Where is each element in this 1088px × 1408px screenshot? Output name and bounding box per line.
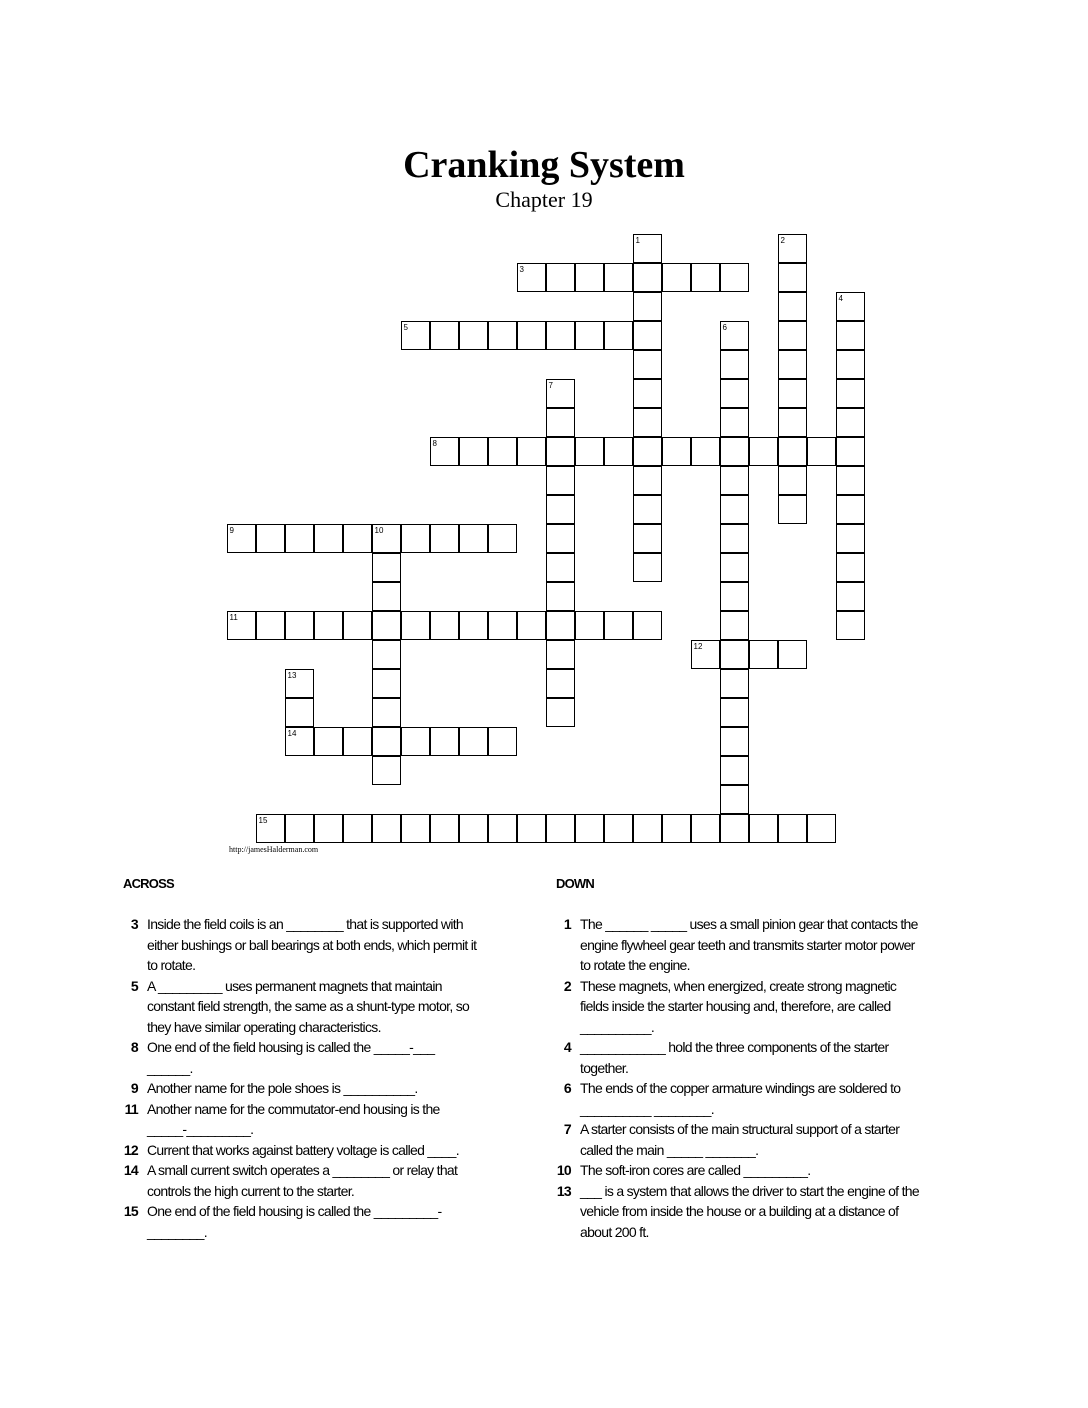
- crossword-cell[interactable]: [256, 814, 285, 843]
- crossword-cell[interactable]: [836, 292, 865, 321]
- crossword-cell[interactable]: [546, 553, 575, 582]
- clue-text: ___ is a system that allows the driver to start the engine of the vehicle from inside the house or a building at a distance of about 200 ft.: [580, 1182, 919, 1240]
- crossword-cell[interactable]: [517, 437, 546, 466]
- crossword-cell[interactable]: [372, 756, 401, 785]
- crossword-cell[interactable]: [430, 437, 459, 466]
- crossword-cell[interactable]: [343, 524, 372, 553]
- crossword-cell[interactable]: [720, 495, 749, 524]
- crossword-cell[interactable]: [488, 321, 517, 350]
- clue-number: 5: [130, 977, 138, 994]
- crossword-cell[interactable]: [836, 321, 865, 350]
- crossword-cell[interactable]: [430, 321, 459, 350]
- crossword-cell[interactable]: [691, 263, 720, 292]
- across-clue: [112, 914, 482, 976]
- clue-text: Another name for the commutator-end housing is the _____-_________.: [147, 1100, 440, 1137]
- crossword-cell[interactable]: [256, 611, 285, 640]
- crossword-cell[interactable]: [459, 524, 488, 553]
- clue-number: 10: [556, 1162, 571, 1178]
- across-clue: [112, 976, 482, 1038]
- cell-number: 14: [287, 728, 297, 738]
- crossword-cell[interactable]: [285, 524, 314, 553]
- clue-number: 11: [124, 1100, 138, 1117]
- crossword-cell[interactable]: [227, 524, 256, 553]
- crossword-cell[interactable]: [343, 611, 372, 640]
- down-clue: [545, 1160, 920, 1181]
- crossword-cell[interactable]: [633, 553, 662, 582]
- crossword-cell[interactable]: [778, 408, 807, 437]
- clue-number: 9: [130, 1080, 138, 1096]
- crossword-cell[interactable]: [285, 669, 314, 698]
- clue-text: One end of the field housing is called the _____-___ ______.: [147, 1039, 435, 1076]
- crossword-cell[interactable]: [633, 524, 662, 553]
- clue-text: A _________ uses permanent magnets that maintain constant field strength, the same as a shunt-type motor, so they have similar operating characteristics.: [147, 977, 470, 1035]
- crossword-cell[interactable]: [633, 495, 662, 524]
- crossword-cell[interactable]: [778, 350, 807, 379]
- crossword-cell[interactable]: [401, 321, 430, 350]
- down-clue: [545, 1078, 920, 1119]
- crossword-cell[interactable]: [401, 611, 430, 640]
- crossword-cell[interactable]: [285, 611, 314, 640]
- crossword-cell[interactable]: [546, 495, 575, 524]
- crossword-cell[interactable]: [836, 495, 865, 524]
- crossword-cell[interactable]: [517, 814, 546, 843]
- crossword-cell[interactable]: [778, 814, 807, 843]
- cell-number: 5: [403, 322, 408, 332]
- crossword-cell[interactable]: [372, 669, 401, 698]
- crossword-cell[interactable]: [604, 437, 633, 466]
- across-heading: ACROSS: [123, 876, 174, 891]
- crossword-cell[interactable]: [546, 698, 575, 727]
- crossword-cell[interactable]: [633, 321, 662, 350]
- crossword-cell[interactable]: [372, 582, 401, 611]
- crossword-cell[interactable]: [459, 727, 488, 756]
- crossword-cell[interactable]: [778, 437, 807, 466]
- crossword-cell[interactable]: [778, 234, 807, 263]
- clue-text: Inside the field coils is an ________ that is supported with either bushings or ball bearings at both ends, which permit it to rotate.: [147, 916, 477, 973]
- clue-number: 3: [130, 916, 138, 932]
- crossword-cell[interactable]: [546, 814, 575, 843]
- crossword-cell[interactable]: [430, 727, 459, 756]
- crossword-cell[interactable]: [372, 727, 401, 756]
- cell-number: 2: [780, 235, 785, 245]
- crossword-cell[interactable]: [546, 321, 575, 350]
- crossword-cell[interactable]: [720, 466, 749, 495]
- crossword-cell[interactable]: [720, 263, 749, 292]
- crossword-cell[interactable]: [720, 408, 749, 437]
- crossword-cell[interactable]: [488, 437, 517, 466]
- crossword-cell[interactable]: [604, 321, 633, 350]
- crossword-cell[interactable]: [546, 582, 575, 611]
- crossword-cell[interactable]: [343, 814, 372, 843]
- crossword-cell[interactable]: [836, 379, 865, 408]
- crossword-cell[interactable]: [749, 437, 778, 466]
- crossword-cell[interactable]: [720, 640, 749, 669]
- cell-number: 8: [432, 438, 437, 448]
- clue-number: 2: [563, 977, 571, 994]
- across-clue: [112, 1160, 482, 1201]
- clue-text: One end of the field housing is called the _________-________.: [147, 1203, 442, 1240]
- cell-number: 13: [287, 670, 297, 680]
- crossword-cell[interactable]: [546, 524, 575, 553]
- crossword-cell[interactable]: [662, 814, 691, 843]
- crossword-cell[interactable]: [836, 466, 865, 495]
- crossword-cell[interactable]: [372, 640, 401, 669]
- crossword-cell[interactable]: [488, 727, 517, 756]
- crossword-cell[interactable]: [633, 611, 662, 640]
- clue-number: 12: [123, 1141, 138, 1158]
- crossword-cell[interactable]: [749, 640, 778, 669]
- crossword-cell[interactable]: [778, 466, 807, 495]
- crossword-cell[interactable]: [836, 437, 865, 466]
- page-title: Cranking System: [403, 144, 685, 186]
- clue-number: 6: [563, 1080, 571, 1096]
- cell-number: 3: [519, 264, 524, 274]
- crossword-cell[interactable]: [633, 408, 662, 437]
- crossword-cell[interactable]: [575, 611, 604, 640]
- crossword-cell[interactable]: [488, 814, 517, 843]
- source-url: http://jamesHalderman.com: [229, 845, 319, 854]
- crossword-cell[interactable]: [633, 292, 662, 321]
- crossword-cell[interactable]: [314, 727, 343, 756]
- crossword-cell[interactable]: [778, 640, 807, 669]
- down-clue-list: [545, 914, 920, 1242]
- clue-text: Another name for the pole shoes is __________.: [147, 1080, 418, 1096]
- crossword-cell[interactable]: [720, 698, 749, 727]
- crossword-cell[interactable]: [546, 466, 575, 495]
- crossword-cell[interactable]: [546, 611, 575, 640]
- crossword-cell[interactable]: [720, 669, 749, 698]
- crossword-cell[interactable]: [720, 727, 749, 756]
- page-subtitle: Chapter 19: [495, 187, 593, 212]
- crossword-cell[interactable]: [546, 379, 575, 408]
- crossword-cell[interactable]: [836, 524, 865, 553]
- crossword-cell[interactable]: [227, 611, 256, 640]
- down-heading: DOWN: [556, 876, 594, 891]
- crossword-cell[interactable]: [401, 524, 430, 553]
- crossword-cell[interactable]: [430, 524, 459, 553]
- clue-number: 4: [563, 1039, 571, 1055]
- crossword-cell[interactable]: [372, 814, 401, 843]
- clue-number: 15: [123, 1203, 138, 1219]
- crossword-cell[interactable]: [546, 263, 575, 292]
- crossword-cell[interactable]: [778, 379, 807, 408]
- across-clue: [112, 1201, 482, 1242]
- crossword-cell[interactable]: [633, 263, 662, 292]
- across-clue: [112, 1140, 482, 1161]
- cell-number: 6: [722, 322, 727, 332]
- crossword-cell[interactable]: [662, 263, 691, 292]
- cell-number: 4: [838, 293, 843, 303]
- crossword-cell[interactable]: [372, 698, 401, 727]
- crossword-cell[interactable]: [633, 350, 662, 379]
- crossword-cell[interactable]: [459, 611, 488, 640]
- cell-number: 9: [229, 525, 234, 535]
- crossword-cell[interactable]: [633, 814, 662, 843]
- crossword-cell[interactable]: [749, 814, 778, 843]
- down-clue: [545, 1181, 920, 1243]
- crossword-cell[interactable]: [691, 437, 720, 466]
- across-clue-list: [112, 914, 482, 1242]
- across-clue: [112, 1037, 482, 1078]
- clue-number: 8: [130, 1039, 138, 1055]
- clue-number: 1: [563, 916, 571, 932]
- crossword-cell[interactable]: [343, 727, 372, 756]
- crossword-cell[interactable]: [720, 611, 749, 640]
- crossword-cell[interactable]: [314, 524, 343, 553]
- clue-number: 13: [556, 1182, 571, 1199]
- crossword-cell[interactable]: [546, 408, 575, 437]
- crossword-cell[interactable]: [575, 814, 604, 843]
- crossword-cell[interactable]: [720, 379, 749, 408]
- crossword-cell[interactable]: [778, 495, 807, 524]
- crossword-cell[interactable]: [459, 321, 488, 350]
- crossword-cell[interactable]: [546, 669, 575, 698]
- crossword-cell[interactable]: [575, 321, 604, 350]
- down-clue: [545, 1119, 920, 1160]
- crossword-cell[interactable]: [604, 611, 633, 640]
- clue-text: The ends of the copper armature windings are soldered to __________ ________.: [580, 1080, 901, 1117]
- crossword-cell[interactable]: [285, 814, 314, 843]
- crossword-cell[interactable]: [807, 814, 836, 843]
- crossword-cell[interactable]: [546, 437, 575, 466]
- cell-number: 11: [229, 612, 238, 622]
- cell-number: 10: [374, 525, 384, 535]
- clue-text: Current that works against battery voltage is called ____.: [147, 1141, 459, 1158]
- crossword-cell[interactable]: [517, 321, 546, 350]
- crossword-cell[interactable]: [720, 756, 749, 785]
- crossword-cell[interactable]: [401, 727, 430, 756]
- crossword-cell[interactable]: [575, 437, 604, 466]
- crossword-cell[interactable]: [720, 350, 749, 379]
- crossword-cell[interactable]: [836, 582, 865, 611]
- crossword-cell[interactable]: [691, 814, 720, 843]
- crossword-cell[interactable]: [778, 263, 807, 292]
- crossword-cell[interactable]: [517, 611, 546, 640]
- crossword-cell[interactable]: [604, 263, 633, 292]
- crossword-cell[interactable]: [836, 350, 865, 379]
- crossword-cell[interactable]: [633, 466, 662, 495]
- crossword-cell[interactable]: [633, 379, 662, 408]
- crossword-cell[interactable]: [401, 814, 430, 843]
- clue-text: The soft-iron cores are called _________.: [580, 1162, 811, 1178]
- cell-number: 12: [693, 641, 703, 651]
- crossword-cell[interactable]: [720, 814, 749, 843]
- crossword-cell[interactable]: [836, 553, 865, 582]
- down-clue: [545, 914, 920, 976]
- crossword-cell[interactable]: [517, 263, 546, 292]
- crossword-cell[interactable]: [430, 814, 459, 843]
- clue-number: 7: [563, 1121, 571, 1137]
- crossword-cell[interactable]: [720, 437, 749, 466]
- crossword-cell[interactable]: [488, 611, 517, 640]
- crossword-cell[interactable]: [778, 292, 807, 321]
- clue-text: A small current switch operates a ________ or relay that controls the high current to the starter.: [147, 1162, 458, 1199]
- crossword-cell[interactable]: [285, 698, 314, 727]
- crossword-cell[interactable]: [285, 727, 314, 756]
- crossword-cell[interactable]: [314, 814, 343, 843]
- crossword-cell[interactable]: [662, 437, 691, 466]
- clue-number: 14: [123, 1162, 138, 1178]
- down-clue: [545, 976, 920, 1038]
- crossword-cell[interactable]: [720, 321, 749, 350]
- crossword-cell[interactable]: [836, 408, 865, 437]
- crossword-cell[interactable]: [633, 234, 662, 263]
- clue-text: A starter consists of the main structural support of a starter called the main _____ _______.: [580, 1121, 900, 1158]
- crossword-cell[interactable]: [430, 611, 459, 640]
- crossword-cell[interactable]: [720, 785, 749, 814]
- crossword-cell[interactable]: [372, 611, 401, 640]
- crossword-cell[interactable]: [459, 814, 488, 843]
- crossword-cell[interactable]: [575, 263, 604, 292]
- cell-number: 1: [635, 235, 640, 245]
- clue-text: ____________ hold the three components of the starter together.: [580, 1039, 889, 1076]
- crossword-cell[interactable]: [459, 437, 488, 466]
- crossword-cell[interactable]: [836, 611, 865, 640]
- crossword-cell[interactable]: [720, 553, 749, 582]
- crossword-cell[interactable]: [488, 524, 517, 553]
- cell-number: 15: [258, 815, 268, 825]
- crossword-cell[interactable]: [604, 814, 633, 843]
- crossword-cell[interactable]: [720, 524, 749, 553]
- cell-number: 7: [548, 380, 553, 390]
- crossword-cell[interactable]: [778, 321, 807, 350]
- crossword-cell[interactable]: [372, 524, 401, 553]
- across-clue: [112, 1099, 482, 1140]
- crossword-cell[interactable]: [372, 553, 401, 582]
- crossword-cell[interactable]: [546, 640, 575, 669]
- crossword-cell[interactable]: [691, 640, 720, 669]
- clue-text: The ______ _____ uses a small pinion gear that contacts the engine flywheel gear teeth and transmits starter motor power to rotate the engine.: [580, 916, 918, 973]
- crossword-cell[interactable]: [807, 437, 836, 466]
- crossword-cell[interactable]: [633, 437, 662, 466]
- across-clue: [112, 1078, 482, 1099]
- crossword-cell[interactable]: [720, 582, 749, 611]
- crossword-cell[interactable]: [256, 524, 285, 553]
- clue-text: These magnets, when energized, create strong magnetic fields inside the starter housing and, therefore, are called __________.: [580, 977, 897, 1035]
- crossword-cell[interactable]: [314, 611, 343, 640]
- down-clue: [545, 1037, 920, 1078]
